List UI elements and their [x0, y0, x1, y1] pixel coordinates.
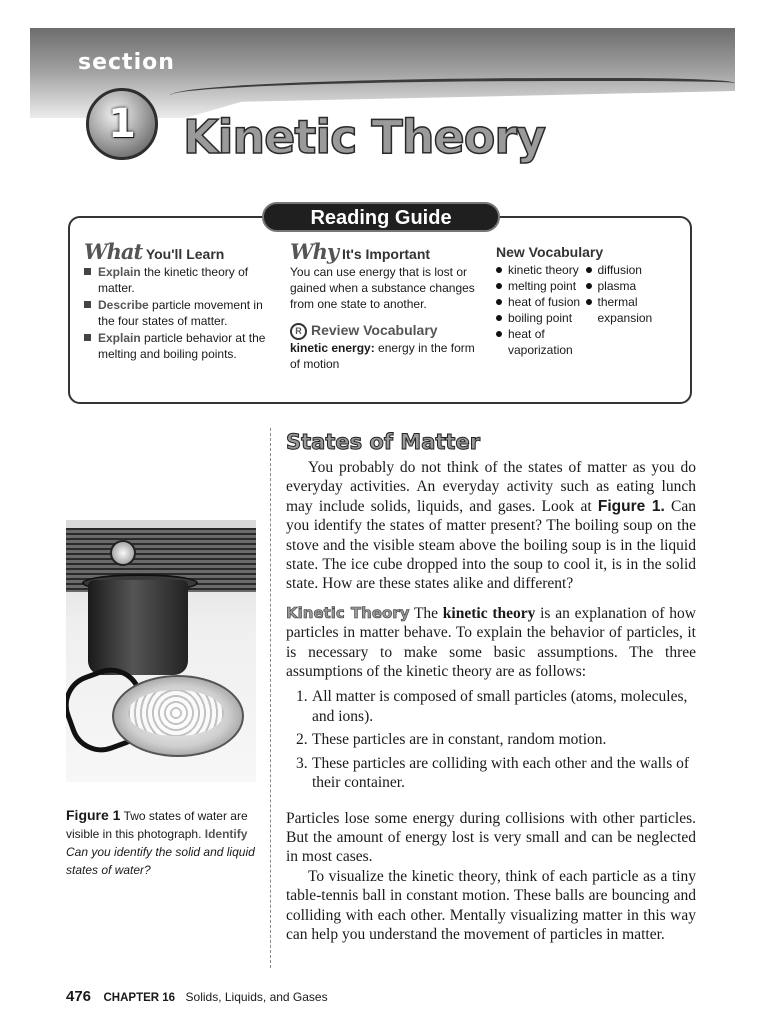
figure-reference: Figure 1. [597, 497, 665, 515]
why-text: You can use energy that is lost or gained when a substance changes from one state to another. [290, 265, 475, 311]
states-of-matter-heading: States of Matter [286, 430, 481, 454]
paragraph: You probably do not think of the states of matter as you do everyday activities. An everyday activity such as eating lunch may include solids, liquids, and gases. Look at Figure 1. Can you identify the states of matter present? The boiling soup on the stove and the visible steam above the boiling soup is in the liquid state. The ice cube dropped into the soup to cool it, is in the solid state. How are these states alike and different? [286, 459, 696, 593]
section-number-badge [86, 88, 158, 160]
bullet-icon [496, 331, 502, 337]
column-divider [270, 428, 271, 968]
main-column [286, 430, 696, 944]
section-label: section [78, 50, 175, 75]
figure-caption-text: Two states of water are visible in this photograph. [66, 809, 248, 841]
bullet-icon [586, 283, 592, 289]
figure-caption [66, 806, 262, 879]
square-bullet-icon [84, 268, 91, 275]
identify-question: Can you identify the solid and liquid states of water? [66, 845, 255, 877]
vocab-term: heat of vaporization [496, 326, 586, 358]
review-vocabulary-heading: R Review Vocabulary [290, 322, 480, 340]
vocab-term: diffusion [586, 262, 687, 278]
figure-1-photo [66, 520, 256, 782]
bullet-icon [586, 299, 592, 305]
learn-item: Explain the kinetic theory of matter. [84, 264, 274, 296]
learn-item: Describe particle movement in the four states of matter. [84, 297, 274, 329]
what-heading [84, 239, 274, 264]
vocab-term: thermal expansion [586, 294, 687, 326]
identify-label: Identify [204, 827, 248, 841]
bullet-icon [496, 283, 502, 289]
square-bullet-icon [84, 301, 91, 308]
new-vocabulary-heading: New Vocabulary [496, 244, 604, 260]
vocab-term: kinetic theory [496, 262, 586, 278]
soup-pot [88, 580, 188, 675]
list-item: 1. All matter is composed of small particles (atoms, molecules, and ions). [296, 688, 688, 725]
vocab-term: boiling point [496, 310, 586, 326]
section-number: 1 [108, 101, 136, 147]
why-its-important [290, 239, 480, 372]
why-script: Why [290, 239, 339, 264]
chapter-label: CHAPTER 16 [103, 992, 176, 1004]
review-icon: R [290, 323, 307, 340]
why-heading [290, 239, 480, 264]
why-heading-rest: It's Important [341, 246, 431, 262]
page-footer [66, 988, 328, 1006]
bullet-icon [496, 299, 502, 305]
reading-guide-title: Reading Guide [262, 202, 500, 232]
review-term: kinetic energy: [290, 340, 375, 355]
stove-knob [110, 540, 136, 566]
paragraph: Kinetic Theory The kinetic theory is an explanation of how particles in matter behave. To explain the behavior of particles, it is necessary to make some basic assumptions. The three assumptions of the kinetic theory are as follows: [286, 603, 696, 681]
bullet-icon [586, 267, 592, 273]
bullet-icon [496, 267, 502, 273]
square-bullet-icon [84, 334, 91, 341]
ice-in-bowl [128, 690, 224, 736]
key-term: kinetic theory [442, 604, 536, 622]
what-heading-rest: You'll Learn [145, 246, 225, 262]
learn-item: Explain particle behavior at the melting and boiling points. [84, 330, 274, 362]
paragraph: Particles lose some energy during collisions with other particles. But the amount of energy lost is very small and can be neglected in most cases. [286, 809, 696, 866]
page-title: Kinetic Theory [183, 110, 545, 164]
page-number: 476 [66, 988, 92, 1005]
vocab-term: plasma [586, 278, 687, 294]
assumptions-list [286, 687, 696, 792]
bullet-icon [496, 315, 502, 321]
what-youll-learn [84, 239, 274, 363]
vocab-term: melting point [496, 278, 586, 294]
vocab-term: heat of fusion [496, 294, 586, 310]
new-vocabulary [496, 244, 686, 358]
list-item: 3. These particles are colliding with each other and the walls of their container. [296, 754, 690, 792]
figure-label: Figure 1 [66, 807, 121, 823]
paragraph: To visualize the kinetic theory, think of each particle as a tiny table-tennis ball in constant motion. These balls are bouncing and colliding with each other. Mentally visualizing matter in this way can help you understand the movement of particles in matter. [286, 867, 696, 943]
chapter-title: Solids, Liquids, and Gases [185, 990, 328, 1004]
review-definition: kinetic energy: energy in the form of motion [290, 340, 475, 371]
kinetic-theory-heading: Kinetic Theory [286, 603, 410, 622]
what-script: What [84, 239, 143, 264]
list-item: 2. These particles are in constant, random motion. [296, 731, 607, 749]
